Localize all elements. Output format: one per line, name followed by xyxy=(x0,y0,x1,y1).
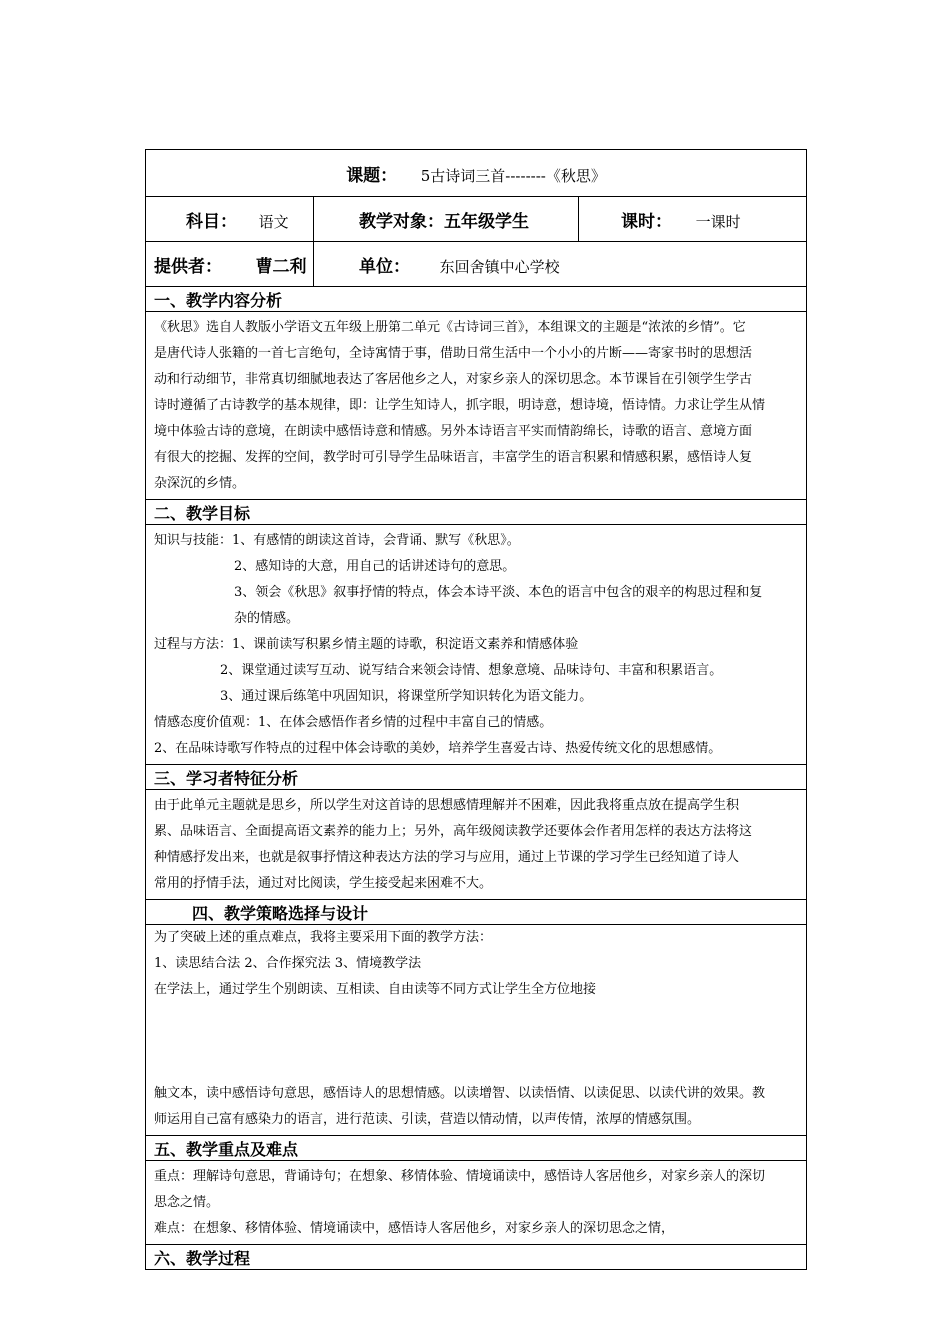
section-4-heading: 四、教学策略选择与设计 xyxy=(192,903,369,923)
provider-label: 提供者： xyxy=(154,256,222,277)
period-value: 一课时 xyxy=(695,212,741,231)
section-6-heading: 六、教学过程 xyxy=(154,1248,251,1268)
strategy-line: 触文本，读中感悟诗句意思，感悟诗人的思想情感。以读增智、以读悟情、以读促思、以读代讲的效果。教 xyxy=(154,1086,766,1101)
goal-knowledge-3b: 杂的情感。 xyxy=(234,611,300,626)
goal-process-1: 过程与方法：1、课前读写积累乡情主题的诗歌，积淀语文素养和情感体验 xyxy=(154,637,579,652)
learner-analysis-line: 由于此单元主题就是思乡，所以学生对这首诗的思想感情理解并不困难，因此我将重点放在提高学生积 xyxy=(154,798,740,813)
subject-cell xyxy=(146,197,314,242)
unit-cell xyxy=(314,242,807,287)
goal-knowledge-2: 2、感知诗的大意，用自己的话讲述诗句的意思。 xyxy=(234,559,516,574)
section-3-heading: 三、学习者特征分析 xyxy=(154,768,299,788)
strategy-line: 为了突破上述的重点难点，我将主要采用下面的教学方法： xyxy=(154,930,493,945)
subject-label: 科目： xyxy=(186,211,237,232)
section-3-body xyxy=(146,790,807,900)
period-cell xyxy=(579,197,807,242)
section-4-body xyxy=(146,925,807,1136)
lesson-plan-document xyxy=(145,149,806,1270)
section-5-header xyxy=(146,1136,807,1161)
section-2-header xyxy=(146,500,807,525)
learner-analysis-line: 累、品味语言、全面提高语文素养的能力上；另外，高年级阅读教学还要体会作者用怎样的表达方法将这 xyxy=(154,824,753,839)
goal-knowledge-1: 知识与技能：1、有感情的朗读这首诗，会背诵、默写《秋思》。 xyxy=(154,533,520,548)
subject-value: 语文 xyxy=(258,212,289,231)
learner-analysis-line: 种情感抒发出来，也就是叙事抒情这种表达方法的学习与应用，通过上节课的学习学生已经知道了诗人 xyxy=(154,850,740,865)
title-label: 课题： xyxy=(346,165,398,186)
target-cell xyxy=(314,197,579,242)
goal-process-3: 3、通过课后练笔中巩固知识，将课堂所学知识转化为语文能力。 xyxy=(220,689,593,704)
goal-emotion-2: 2、在品味诗歌写作特点的过程中体会诗歌的美妙，培养学生喜爱古诗、热爱传统文化的思想感情。 xyxy=(154,741,722,756)
period-label: 课时： xyxy=(621,211,672,232)
section-5-body xyxy=(146,1161,807,1245)
strategy-line: 在学法上，通过学生个别朗读、互相读、自由读等不同方式让学生全方位地接 xyxy=(154,982,597,997)
content-analysis-line: 有很大的挖掘、发挥的空间，教学时可引导学生品味语言，丰富学生的语言积累和情感积累，感悟诗人复 xyxy=(154,450,753,465)
key-point-line: 重点：理解诗句意思，背诵诗句；在想象、移情体验、情境诵读中，感悟诗人客居他乡，对家乡亲人的深切 xyxy=(154,1169,766,1184)
provider-value: 曹二利 xyxy=(255,256,307,277)
section-1-body xyxy=(146,312,807,500)
meta-row xyxy=(146,197,807,242)
unit-value: 东回舍镇中心学校 xyxy=(439,257,560,276)
section-3-header xyxy=(146,765,807,790)
strategy-line: 1、读思结合法 2、合作探究法 3、情境教学法 xyxy=(154,956,422,971)
provider-row xyxy=(146,242,807,287)
section-2-heading: 二、教学目标 xyxy=(154,503,251,523)
title-value: 5古诗词三首--------《秋思》 xyxy=(420,166,606,185)
content-analysis-line: 诗时遵循了古诗教学的基本规律，即：让学生知诗人，抓字眼，明诗意，想诗境，悟诗情。力求让学生从情 xyxy=(154,398,766,413)
content-analysis-line: 《秋思》选自人教版小学语文五年级上册第二单元《古诗词三首》，本组课文的主题是“浓浓的乡情”。它 xyxy=(154,320,746,335)
key-point-line: 思念之情。 xyxy=(154,1195,220,1210)
content-analysis-line: 杂深沉的乡情。 xyxy=(154,476,246,491)
title-row xyxy=(146,150,807,197)
section-5-heading: 五、教学重点及难点 xyxy=(154,1139,299,1159)
provider-cell xyxy=(146,242,314,287)
strategy-line: 师运用自己富有感染力的语言，进行范读、引读，营造以情动情，以声传情，浓厚的情感氛围。 xyxy=(154,1112,701,1127)
content-analysis-line: 是唐代诗人张籍的一首七言绝句，全诗寓情于事，借助日常生活中一个小小的片断——寄家书时的思想活 xyxy=(154,346,753,361)
goal-emotion-1: 情感态度价值观：1、在体会感悟作者乡情的过程中丰富自己的情感。 xyxy=(154,715,553,730)
target-label: 教学对象：五年级学生 xyxy=(359,211,529,232)
section-2-body xyxy=(146,525,807,765)
section-1-heading: 一、教学内容分析 xyxy=(154,290,283,310)
difficulty-line: 难点：在想象、移情体验、情境诵读中，感悟诗人客居他乡，对家乡亲人的深切思念之情， xyxy=(154,1221,675,1236)
title-cell xyxy=(146,150,807,197)
unit-label: 单位： xyxy=(359,256,410,277)
lesson-plan-table xyxy=(145,149,807,1270)
goal-process-2: 2、课堂通过读写互动、说写结合来领会诗情、想象意境、品味诗句、丰富和积累语言。 xyxy=(220,663,723,678)
section-6-header xyxy=(146,1245,807,1270)
section-1-header xyxy=(146,287,807,312)
content-analysis-line: 动和行动细节，非常真切细腻地表达了客居他乡之人，对家乡亲人的深切思念。本节课旨在引领学生学古 xyxy=(154,372,753,387)
goal-knowledge-3a: 3、领会《秋思》叙事抒情的特点，体会本诗平淡、本色的语言中包含的艰辛的构思过程和复 xyxy=(234,585,763,600)
content-analysis-line: 境中体验古诗的意境，在朗读中感悟诗意和情感。另外本诗语言平实而情韵绵长，诗歌的语言、意境方面 xyxy=(154,424,753,439)
learner-analysis-line: 常用的抒情手法，通过对比阅读，学生接受起来困难不大。 xyxy=(154,876,493,891)
section-4-header xyxy=(146,900,807,925)
